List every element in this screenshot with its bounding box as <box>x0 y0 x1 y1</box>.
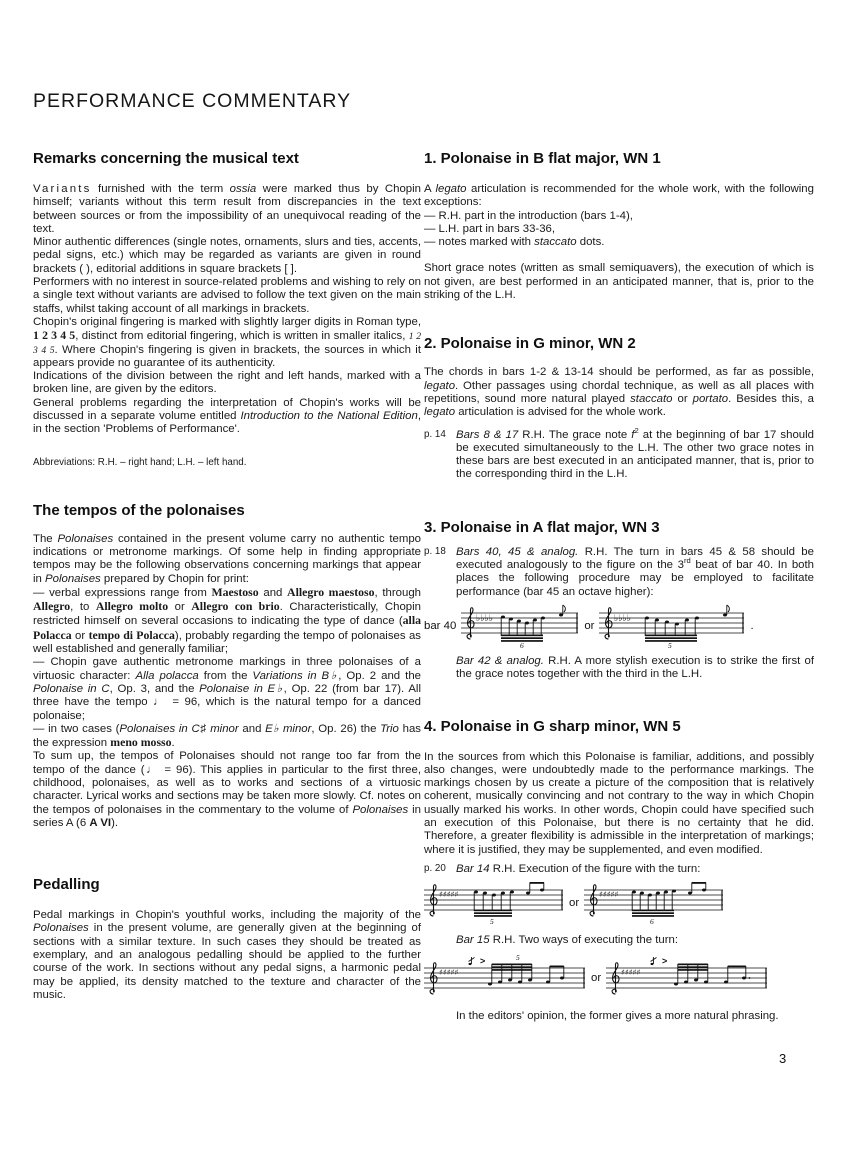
or-label: or <box>591 971 602 984</box>
page-title: PERFORMANCE COMMENTARY <box>33 90 352 112</box>
music-example-label: bar 40 <box>424 619 457 632</box>
grace-note <box>651 957 657 965</box>
paragraph: Bar 42 & analog. R.H. A more stylish execution is to strike the first of the grace notes together with the third in the L.H. <box>456 654 814 681</box>
tuplet-number: 5 <box>668 640 673 649</box>
left-column <box>33 150 421 1002</box>
note-group <box>674 963 708 985</box>
list-item: — notes marked with staccato dots. <box>424 236 605 249</box>
paragraph: Bar 15 R.H. Two ways of executing the turn: <box>456 934 679 947</box>
right-column <box>424 150 814 1023</box>
paragraph: To sum up, the tempos of Polonaises should not range too far from the tempo of the dance (♩ = 96). This applies in particular to the first three, childhood, polonaises, as well as to works and sections of a virtuosic character. Lyrical works and sections may be taken more slowly. Cf. notes on the tempos of polonaises in the commentary to the volume of Polonaises in series A (6 A VI). <box>33 750 421 829</box>
list-item: — R.H. part in the introduction (bars 1-4), <box>424 209 633 222</box>
paragraph: In the sources from which this Polonaise is familiar, additions, and possibly also changes, were undoubtedly made to the performance markings. The markings chosen by us create a picture of the composition that is relatively coherent, musically convincing and not contrary to the way in which Chopin usually marked his works. In other words, Chopin could have specified such an execution of this Polonaise, but there is no certainty that he did. Therefore, a greater flexibility is admissible in the interpretation of markings; where it is justified, they may be supplemented, and even modified. <box>424 750 814 856</box>
final-note <box>526 882 544 895</box>
staff-snippet <box>461 603 579 649</box>
margin-note-block <box>424 425 814 482</box>
grace-note <box>469 957 475 965</box>
or-label: or <box>584 619 595 632</box>
paragraph: The Polonaises contained in the present volume carry no authentic tempo indications or metronome markings. Of some help in finding appropriate tempos may be the following observations concerning markings that appear in Polonaises prepared by Chopin for print: <box>33 532 422 585</box>
note-group <box>645 616 699 641</box>
paragraph: Bars 40, 45 & analog. R.H. The turn in bars 45 & 58 should be executed analogously to the figure on the 3rd beat of bar 40. In both places the following procedure may be employed to facilitate performance (bar 45 an octave higher): <box>456 545 814 598</box>
key-signature: ♯♯♯♯♯ <box>439 890 459 900</box>
note-group <box>474 891 514 917</box>
final-note <box>723 605 729 617</box>
paragraph: Bar 14 R.H. Execution of the figure with the turn: <box>456 862 701 875</box>
key-signature: ♭♭♭♭ <box>476 613 494 624</box>
section-heading-polonaise-3: 3. Polonaise in A flat major, WN 3 <box>424 518 660 536</box>
final-note <box>688 882 706 895</box>
section-heading-pedalling: Pedalling <box>33 876 100 894</box>
paragraph: — verbal expressions range from Maestoso and Allegro maestoso, through Allegro, to Allegro molto or Allegro con brio. Characteristically, Chopin restricted himself on several occasions to indicating the type of dance (alla Polacca or tempo di Polacca), probably regarding the tempo of polonaises as well established and generally familiar; <box>33 584 421 656</box>
tuplet-number: 6 <box>650 917 654 927</box>
paragraph: Indications of the division between the right and left hands, marked with a broken line, are given by the editors. <box>33 370 421 396</box>
section-heading-polonaise-2: 2. Polonaise in G minor, WN 2 <box>424 335 636 353</box>
paragraph: General problems regarding the interpretation of Chopin's works will be discussed in a separate volume entitled Introduction to the National Edition, in the section 'Problems of Performance'. <box>33 396 422 436</box>
note-group <box>632 890 676 917</box>
section-heading-polonaise-4: 4. Polonaise in G sharp minor, WN 5 <box>424 717 681 735</box>
page-number: 3 <box>779 1051 787 1066</box>
paragraph: — in two cases (Polonaises in C♯ minor and E♭ minor, Op. 26) the Trio has the expression meno mosso. <box>33 722 421 750</box>
paragraph: Minor authentic differences (single notes, ornaments, slurs and ties, accents, pedal signs, etc.) which may be regarded as variants are given in round brackets ( ), editorial additions in square brackets [ ]. <box>33 236 421 275</box>
note-group <box>488 963 532 985</box>
paragraph: The chords in bars 1-2 & 13-14 should be performed, as far as possible, legato. Other passages using chordal technique, as well as all places with repetitions, sound more natural played staccato or portato. Besides this, a legato articulation is advised for the whole work. <box>424 366 814 419</box>
list-item: — L.H. part in bars 33-36, <box>424 222 556 235</box>
paragraph: Bars 8 & 17 R.H. The grace note $f^2$ at the beginning of bar 17 should be executed simultaneously to the L.H. The other two grace notes in these bars are best executed in an anticipated manner, that is, prior to the corresponding third in the L.H. <box>456 425 814 481</box>
music-example-bar14 <box>424 880 814 926</box>
section-heading-remarks: Remarks concerning the musical text <box>33 150 299 167</box>
tuplet-number: 5 <box>490 917 494 927</box>
paragraph: Chopin's original fingering is marked with slightly larger digits in Roman type, 1 2 3 4 5, distinct from editorial fingering, which is written in smaller italics, 1 2 3 4 5. Where Chopin's fingering is given in brackets, the sources in which it appears provide no guarantee of its authenticity. <box>33 315 421 369</box>
staff-snippet <box>424 880 564 926</box>
note-group <box>501 615 545 641</box>
paragraph: In the editors' opinion, the former gives a more natural phrasing. <box>456 1009 779 1022</box>
tuplet-number: 6 <box>520 640 525 649</box>
staff-snippet <box>424 952 586 1004</box>
music-example-bar15 <box>424 952 814 1004</box>
key-signature: ♯♯♯♯♯ <box>599 890 619 900</box>
page-ref: p. 14 <box>424 428 446 440</box>
paragraph: A legato articulation is recommended for the whole work, with the following exceptions: <box>424 183 814 209</box>
staff-snippet <box>599 603 745 649</box>
staff-snippet <box>606 952 768 1004</box>
paragraph: Performers with no interest in source-related problems and wishing to rely on a single text without variants are advised to follow the text given on the main staffs, whilst taking account of all markings in brackets. <box>33 276 421 315</box>
margin-note-block <box>424 863 814 1023</box>
accent-mark: > <box>662 955 668 966</box>
abbreviations-note: Abbreviations: R.H. – right hand; L.H. – left hand. <box>33 456 247 468</box>
accent-mark: > <box>480 955 486 966</box>
final-note <box>559 605 565 617</box>
period-label: . <box>750 619 754 632</box>
paragraph: — Chopin gave authentic metronome markings in three polonaises of a virtuosic character: Alla polacca from the Variations in B♭, Op. 2 and the Polonaise in C, Op. 3, and the Polonaise in E♭, Op. 22 (from bar 17). All three have the tempo ♩ = 96, which is the natural tempo for a danced polonaise; <box>33 656 421 722</box>
section-heading-polonaise-1: 1. Polonaise in B flat major, WN 1 <box>424 150 661 167</box>
page-ref: p. 20 <box>424 862 446 874</box>
key-signature: ♯♯♯♯♯ <box>439 967 459 977</box>
key-signature: ♭♭♭♭ <box>614 613 632 624</box>
music-example-bar40 <box>424 603 814 649</box>
staff-snippet <box>584 880 724 926</box>
paragraph: Pedal markings in Chopin's youthful works, including the majority of the Polonaises in the present volume, are generally given at the beginning of sections with a similar texture. In such cases they should be treated as exemplary, and an analogous pedalling should be applied to the further course of the work. In sections without any pedal signs, a harmonic pedal may be applied, its density matched to the texture and character of the music. <box>33 909 421 1001</box>
margin-note-block <box>424 546 814 682</box>
key-signature: ♯♯♯♯♯ <box>621 967 641 977</box>
tuplet-number: 5 <box>516 952 520 962</box>
page-ref: p. 18 <box>424 545 446 557</box>
paragraph: Variants furnished with the term ossia were marked thus by Chopin himself; variants without this term result from discrepancies in the text between sources or from the impossibility of an unequivocal reading of the text. <box>33 183 421 235</box>
section-heading-tempos: The tempos of the polonaises <box>33 501 245 519</box>
or-label: or <box>569 897 580 910</box>
paragraph: Short grace notes (written as small semiquavers), the execution of which is not given, are best performed in an anticipated manner, that is, prior to the striking of the L.H. <box>424 262 814 302</box>
